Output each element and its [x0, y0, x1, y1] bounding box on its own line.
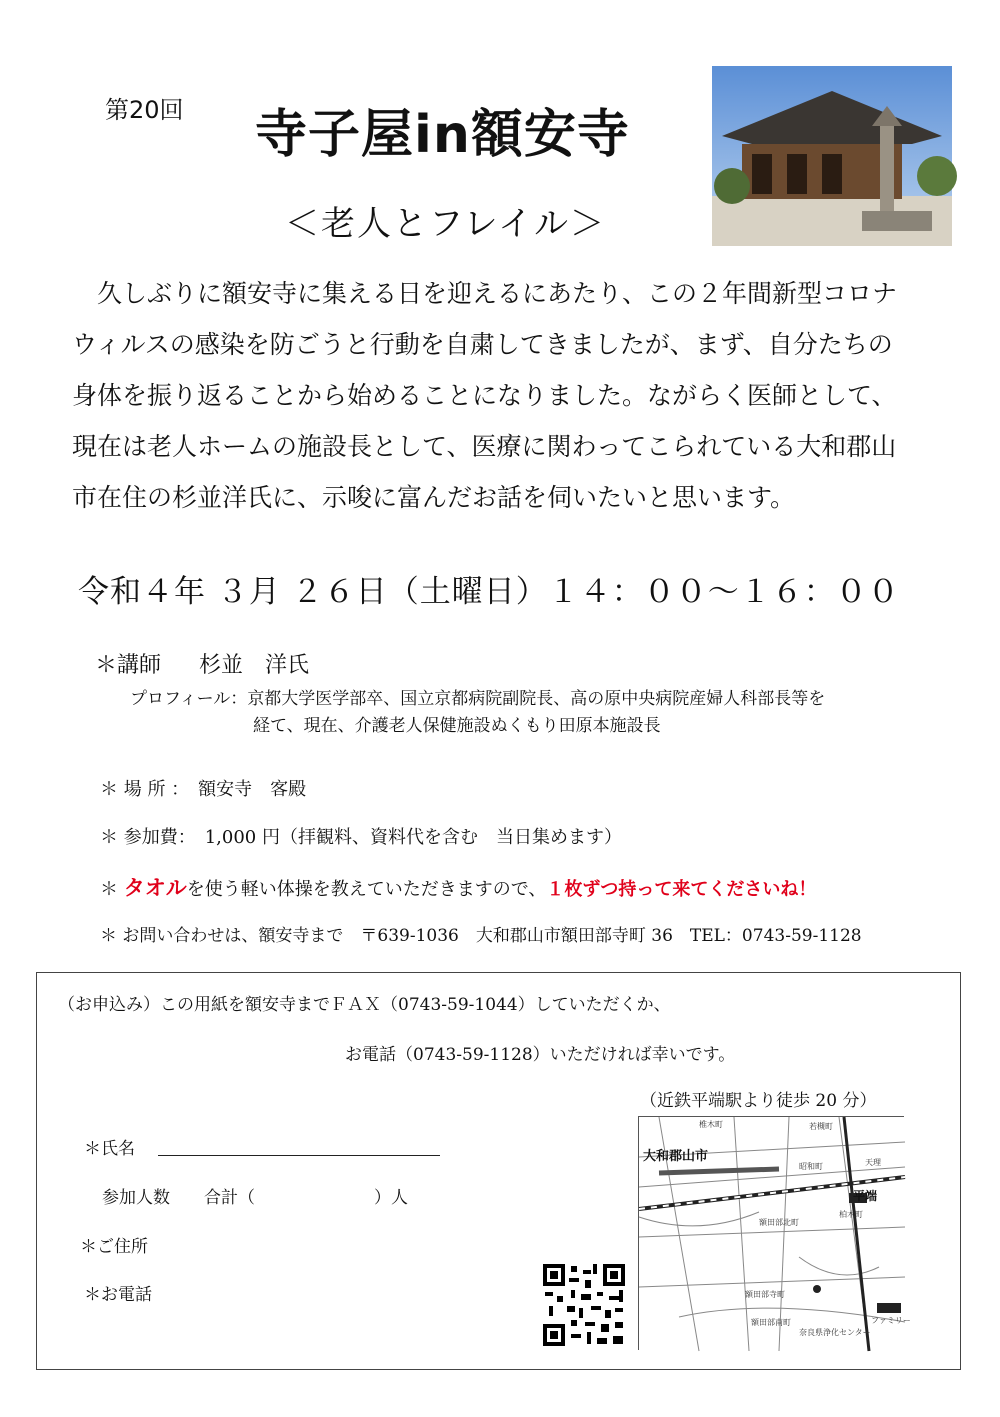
- bring-towel-note: １枚ずつ持って来てくださいね！: [546, 879, 817, 900]
- profile-label: プロフィール：: [130, 689, 248, 709]
- participant-count-label: 参加人数 合計（ ）人: [102, 1188, 408, 1208]
- map-label: 奈良県浄化センター: [799, 1328, 871, 1337]
- form-instruction-1: （お申込み）この用紙を額安寺までＦＡＸ（0743-59-1044）していただくか、: [58, 995, 671, 1015]
- inquiry-line: ＊ お問い合わせは、額安寺まで 〒639-1036 大和郡山市額田部寺町 36 TEL：0743-59-1128: [100, 926, 862, 946]
- towel-text: を使う軽い体操を教えていただきますので、: [186, 879, 547, 900]
- map-label: ファミリー: [871, 1316, 911, 1325]
- towel-highlight: タオル: [123, 876, 187, 900]
- intro-text: [72, 268, 932, 523]
- lecturer-name: 杉並 洋氏: [199, 653, 310, 678]
- phone-label: ＊お電話: [84, 1285, 152, 1305]
- map-city-label: 大和郡山市: [643, 1149, 709, 1164]
- intro-line: 久しぶりに額安寺に集える日を迎えるにあたり、この２年間新型コロナ: [72, 279, 898, 308]
- form-instruction-2: お電話（0743-59-1128）いただければ幸いです。: [345, 1045, 736, 1065]
- map-label: 柏木町: [839, 1210, 863, 1219]
- qr-code[interactable]: [541, 1262, 627, 1348]
- intro-line: 身体を振り返ることから始めることになりました。ながらく医師として、: [72, 381, 897, 410]
- event-datetime: 令和４年 ３月 ２６日（土曜日）１４：００～１６：００: [78, 574, 900, 610]
- map-label: 椎木町: [699, 1120, 723, 1129]
- event-subtitle: ＜老人とフレイル＞: [285, 204, 606, 244]
- lecturer-line: [95, 648, 309, 679]
- place-line: ＊ 場 所 ： 額安寺 客殿: [100, 779, 307, 800]
- map-label: 若槻町: [809, 1122, 833, 1131]
- lecturer-label: ＊講師: [95, 653, 162, 678]
- towel-prefix: ＊: [100, 879, 124, 900]
- address-label: ＊ご住所: [80, 1237, 148, 1257]
- fee-line: ＊ 参加費： 1,000 円（拝観料、資料代を含む 当日集めます）: [100, 827, 622, 848]
- profile-text-2: 経て、現在、介護老人保健施設ぬくもり田原本施設長: [253, 716, 661, 736]
- towel-line: [100, 872, 816, 902]
- map-label: 昭和町: [799, 1162, 823, 1171]
- profile-text-1: 京都大学医学部卒、国立京都病院副院長、高の原中央病院産婦人科部長等を: [247, 689, 826, 709]
- map-label: 天理: [865, 1158, 881, 1167]
- intro-line: 市在住の杉並洋氏に、示唆に富んだお話を伺いたいと思います。: [72, 483, 796, 512]
- map-label: 額田部南町: [751, 1318, 791, 1327]
- temple-photo: [712, 66, 952, 246]
- access-map[interactable]: [638, 1116, 911, 1350]
- map-station-label: 平端: [853, 1189, 878, 1203]
- intro-line: ウィルスの感染を防ごうと行動を自粛してきましたが、まず、自分たちの: [72, 330, 893, 359]
- map-label: 額田部寺町: [745, 1290, 785, 1299]
- lecturer-profile: [130, 686, 825, 740]
- map-label: 額田部北町: [759, 1218, 799, 1227]
- issue-number: 第20回: [105, 96, 184, 124]
- intro-line: 現在は老人ホームの施設長として、医療に関わってこられている大和郡山: [72, 432, 897, 461]
- name-input-line[interactable]: [158, 1154, 440, 1156]
- walk-note: （近鉄平端駅より徒歩 20 分）: [640, 1091, 877, 1111]
- name-label: ＊氏名: [84, 1139, 135, 1159]
- event-title: 寺子屋in額安寺: [255, 105, 630, 165]
